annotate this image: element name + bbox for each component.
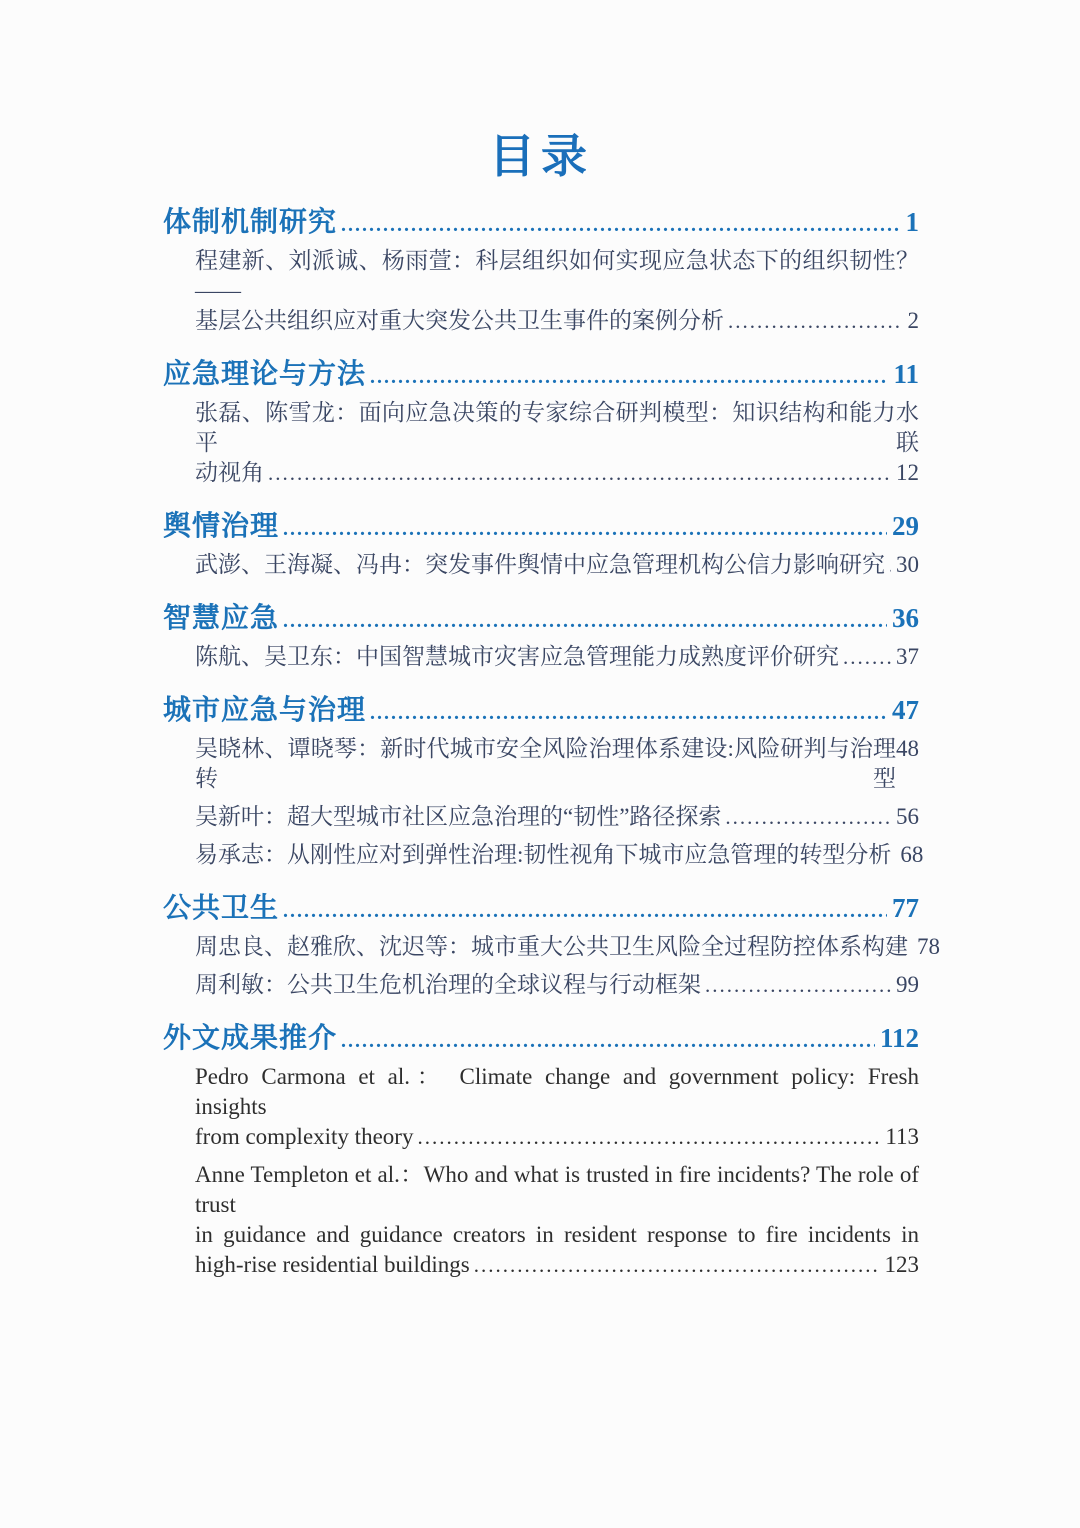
toc-entry [195, 1160, 919, 1280]
section-page-number: 112 [879, 1023, 919, 1053]
leader-dots [268, 458, 891, 488]
section-row [163, 200, 919, 238]
leader-dots [370, 702, 887, 725]
entry-line [195, 1250, 919, 1280]
entry-line: Pedro Carmona et al.： Climate change and government policy: Fresh insights [195, 1064, 919, 1119]
section-row [163, 688, 919, 726]
toc-entry [195, 398, 919, 488]
toc-entry [195, 802, 919, 832]
section-page-number: 29 [892, 511, 919, 541]
section-row [163, 886, 919, 924]
toc-entry [195, 932, 940, 962]
entry-page-number: 56 [896, 804, 919, 829]
toc-entry [195, 642, 919, 672]
entry-text: 周忠良、赵雅欣、沈迟等：城市重大公共卫生风险全过程防控体系构建 [195, 934, 908, 959]
entry-text: 陈航、吴卫东：中国智慧城市灾害应急管理能力成熟度评价研究 [195, 644, 839, 669]
leader-dots [370, 366, 888, 389]
section-row [163, 352, 919, 390]
entry-line: Anne Templeton et al.：Who and what is trusted in fire incidents? The role of trust [195, 1162, 919, 1217]
entry-page-number: 123 [884, 1252, 919, 1277]
entry-text: 吴新叶：超大型城市社区应急治理的“韧性”路径探索 [195, 804, 722, 829]
leader-dots [889, 550, 891, 580]
section-title: 体制机制研究 [163, 206, 338, 237]
entry-line [195, 550, 919, 580]
section-title: 城市应急与治理 [163, 694, 367, 725]
entry-text: 武澎、王海凝、冯冉：突发事件舆情中应急管理机构公信力影响研究 [195, 552, 885, 577]
entry-text: 周利敏：公共卫生危机治理的全球议程与行动框架 [195, 972, 701, 997]
entry-page-number: 68 [900, 842, 924, 867]
entry-line [195, 970, 919, 1000]
page-title: 目录 [489, 130, 593, 182]
section-page-number: 11 [893, 359, 919, 389]
toc-content [163, 128, 940, 1280]
section-page-number: 36 [892, 603, 919, 633]
section-page-number: 47 [892, 695, 919, 725]
section-page-number: 1 [905, 207, 919, 237]
toc-entry [195, 734, 919, 794]
section-row [163, 504, 919, 542]
leader-dots [705, 970, 891, 1000]
leader-dots [725, 802, 891, 832]
entry-line: in guidance and guidance creators in resident response to fire incidents in [195, 1222, 919, 1247]
entry-line [195, 802, 919, 832]
leader-dots [283, 518, 887, 541]
toc-entry [195, 840, 924, 870]
section-title: 应急理论与方法 [163, 358, 367, 389]
entry-page-number: 48 [896, 736, 919, 761]
leader-dots [843, 642, 891, 672]
leader-dots [283, 610, 887, 633]
leader-dots [341, 214, 900, 237]
toc-entry [195, 550, 919, 580]
leader-dots [283, 900, 887, 923]
entry-line: 程建新、刘派诚、杨雨萱：科层组织如何实现应急状态下的组织韧性？—— [195, 248, 919, 303]
toc-entry [195, 246, 919, 336]
entry-page-number: 99 [896, 972, 919, 997]
entry-line: 张磊、陈雪龙：面向应急决策的专家综合研判模型：知识结构和能力水平联 [195, 400, 919, 455]
leader-dots [341, 1030, 875, 1053]
entry-line [195, 840, 924, 870]
section-title: 舆情治理 [163, 510, 280, 541]
entry-line [195, 642, 919, 672]
entry-line [195, 306, 919, 336]
entry-line [195, 458, 919, 488]
toc-entry [195, 970, 919, 1000]
entry-page-number: 12 [896, 460, 919, 485]
entry-text: 动视角 [195, 460, 264, 485]
entry-page-number: 2 [907, 308, 919, 333]
entry-text: 易承志：从刚性应对到弹性治理:韧性视角下城市应急管理的转型分析 [195, 842, 892, 867]
entry-page-number: 37 [896, 644, 919, 669]
section-page-number: 77 [892, 893, 919, 923]
entry-page-number: 30 [896, 552, 919, 577]
section-title: 智慧应急 [163, 602, 280, 633]
section-title: 外文成果推介 [163, 1022, 338, 1053]
section-row [163, 1016, 919, 1054]
entry-line [195, 1122, 919, 1152]
section-title: 公共卫生 [163, 892, 280, 923]
leader-dots [728, 306, 903, 336]
entry-line [195, 932, 940, 962]
section-row [163, 596, 919, 634]
entry-text: from complexity theory [195, 1124, 414, 1149]
leader-dots [474, 1250, 880, 1280]
entry-line [195, 734, 919, 794]
leader-dots [417, 1122, 880, 1152]
toc-entry [195, 1062, 919, 1152]
entry-page-number: 113 [885, 1124, 919, 1149]
entry-text: high-rise residential buildings [195, 1252, 470, 1277]
entry-text: 吴晓林、谭晓琴：新时代城市安全风险治理体系建设:风险研判与治理转型 [195, 736, 896, 791]
entry-page-number: 78 [917, 934, 940, 959]
entry-text: 基层公共组织应对重大突发公共卫生事件的案例分析 [195, 308, 724, 333]
